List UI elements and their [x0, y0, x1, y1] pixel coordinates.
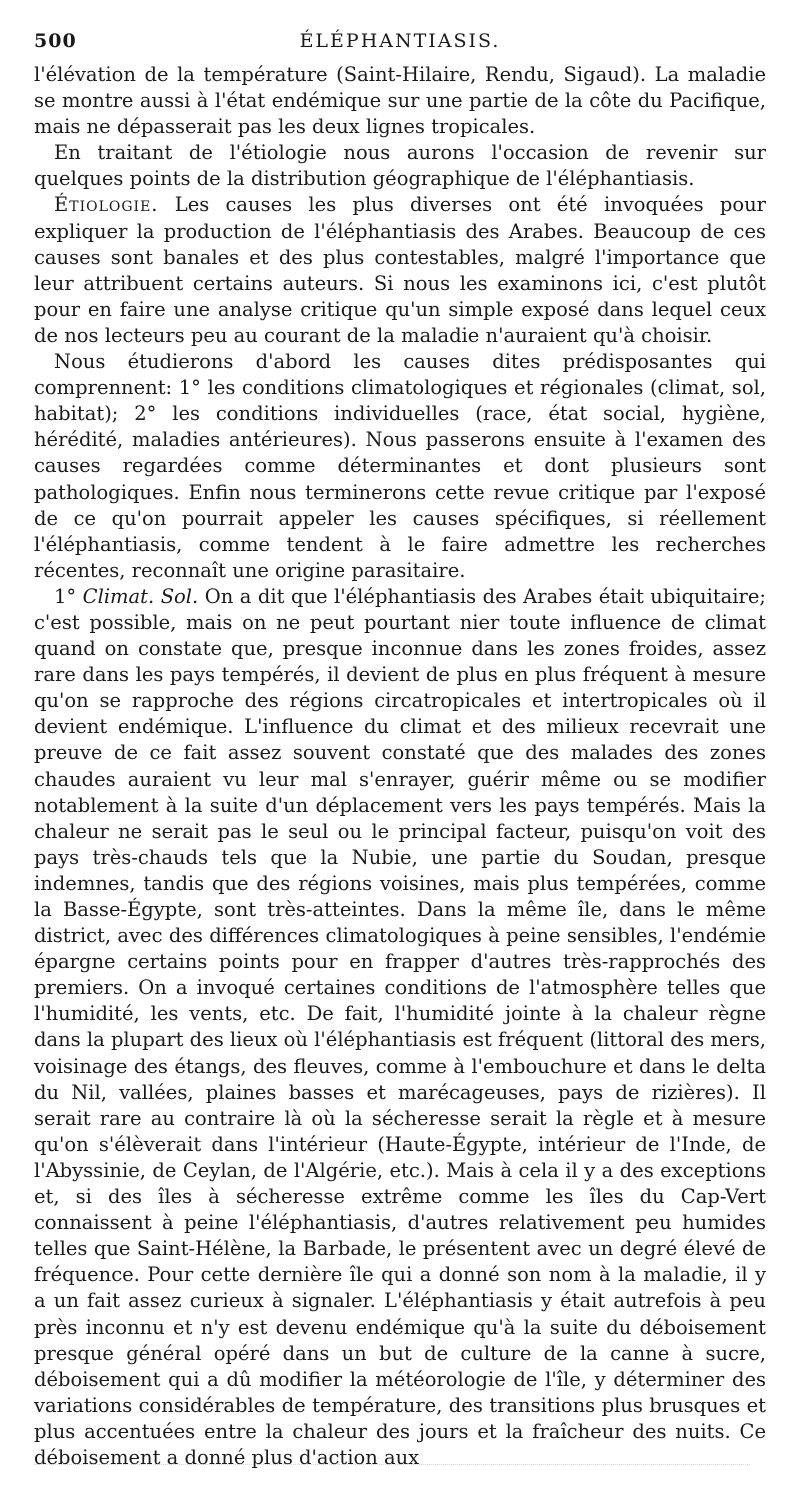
- document-page: [34, 30, 766, 1471]
- subsection-heading-climat-sol: Climat. Sol.: [82, 584, 199, 608]
- page-header: [34, 30, 766, 62]
- paragraph-etiology: [34, 192, 766, 349]
- paragraph-causes-overview: Nous étudierons d'abord les causes dites prédisposantes qui comprennent: 1° les conditions climatologiques et régionales (climat, sol, habitat); 2° les conditions individuelles (race, état social, hygiène, hérédité, maladies antérieures). Nous passerons ensuite à l'examen des causes regardées comme déterminantes et dont plusieurs sont pathologiques. Enfin nous terminerons cette revue critique par l'exposé de ce qu'on pourrait appeler les causes spécifiques, si réellement l'éléphantiasis, comme tendent à le faire admettre les recherches récentes, reconnaît une origine parasitaire.: [34, 350, 766, 582]
- paragraph-climat-sol: [34, 584, 766, 1471]
- running-title: ÉLÉPHANTIASIS.: [299, 30, 501, 52]
- paragraph-continuation: l'élévation de la température (Saint-Hilaire, Rendu, Sigaud). La maladie se montre aussi à l'état endémique sur une partie de la côte du Pacifique, mais ne dépasserait pas les deux lignes tropicales.: [34, 63, 766, 139]
- page-number: 500: [34, 30, 77, 52]
- section-heading-etiologie: Étiologie.: [54, 193, 159, 217]
- subsection-number: 1°: [54, 584, 83, 608]
- paragraph-etiology-intro: En traitant de l'étiologie nous aurons l'occasion de revenir sur quelques points de la distribution géographique de l'éléphantiasis.: [34, 141, 766, 191]
- paragraph-climat-sol-text: On a dit que l'éléphantiasis des Arabes était ubiquitaire; c'est possible, mais on ne peut pourtant nier toute influence de climat quand on constate que, presque inconnue dans les zones froides, assez rare dans les pays tempérés, il devient de plus en plus fréquent à mesure qu'on se rapproche des régions circatropicales et intertropicales où il devient endémique. L'influence du climat et des milieux recevrait une preuve de ce fait assez souvent constaté que des malades des zones chaudes auraient vu leur mal s'enrayer, guérir même ou se modifier notablement à la suite d'un déplacement vers les pays tempérés. Mais la chaleur ne serait pas le seul ou le principal facteur, puisqu'on voit des pays très-chauds tels que la Nubie, une partie du Soudan, presque indemnes, tandis que des régions voisines, mais plus tempérées, comme la Basse-Égypte, sont très-atteintes. Dans la même île, dans le même district, avec des différences climatologiques à peine sensibles, l'endémie épargne certains points pour en frapper d'autres très-rapprochés des premiers. On a invoqué certaines conditions de l'atmosphère telles que l'humidité, les vents, etc. De fait, l'humidité jointe à la chaleur règne dans la plupart des lieux où l'éléphantiasis est fréquent (littoral des mers, voisinage des étangs, des fleuves, comme à l'embouchure et dans le delta du Nil, vallées, plaines basses et marécageuses, pays de rizières). Il serait rare au contraire là où la sécheresse serait la règle et à mesure qu'on s'élèverait dans l'intérieur (Haute-Égypte, intérieur de l'Inde, de l'Abyssinie, de Ceylan, de l'Algérie, etc.). Mais à cela il y a des exceptions et, si des îles à sécheresse extrême comme les îles du Cap-Vert connaissent à peine l'éléphantiasis, d'autres relativement peu humides telles que Saint-Hélène, la Barbade, le présentent avec un degré élevé de fréquence. Pour cette dernière île qui a donné son nom à la maladie, il y a un fait assez curieux à signaler. L'éléphantiasis y était autrefois à peu près inconnu et n'y est devenu endémique qu'à la suite du déboisement presque général opéré dans un but de culture de la canne à sucre, déboisement qui a dû modifier la météorologie de l'île, y déterminer des variations considérables de température, des transitions plus brusques et plus accentuées entre la chaleur des jours et la fraîcheur des nuits. Ce déboisement a donné plus d'action aux: [34, 584, 766, 1469]
- paragraph-etiology-text: Les causes les plus diverses ont été invoquées pour expliquer la production de l'éléphantiasis des Arabes. Beaucoup de ces causes sont banales et des plus contestables, malgré l'importance que leur attribuent certains auteurs. Si nous les examinons ici, c'est plutôt pour en faire une analyse critique qu'un simple exposé dans lequel ceux de nos lecteurs peu au courant de la maladie n'auraient qu'à choisir.: [34, 193, 766, 347]
- footer-rule: [34, 1464, 750, 1465]
- body-text: [34, 62, 766, 1471]
